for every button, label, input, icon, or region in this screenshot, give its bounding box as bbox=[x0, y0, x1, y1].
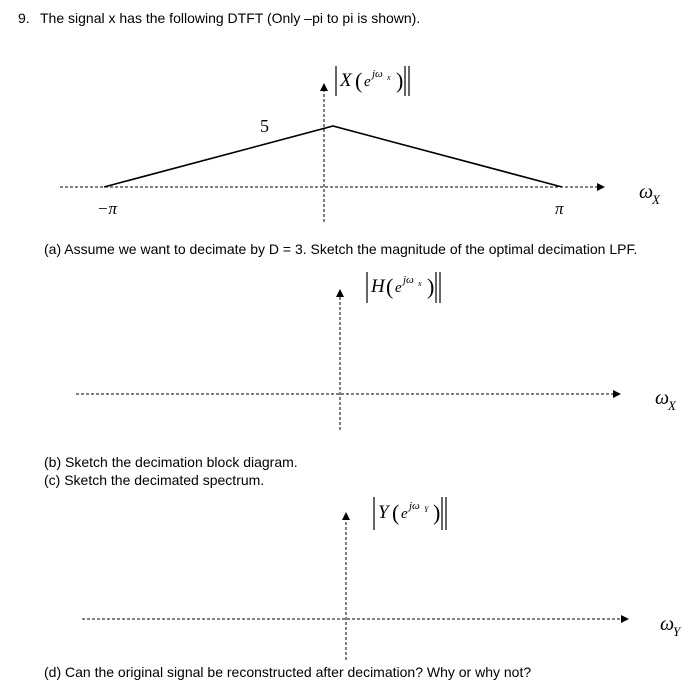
svg-text:(: ( bbox=[386, 274, 394, 299]
plot-x-peak-label: 5 bbox=[260, 116, 269, 136]
plot-y-xlabel-sub: Y bbox=[673, 624, 681, 639]
plot-h-xlabel-base: ω bbox=[655, 387, 670, 409]
plot-h-xlabel-sub: X bbox=[668, 398, 676, 413]
svg-text:): ) bbox=[427, 274, 435, 299]
plot-y-ylabel-func: Y bbox=[378, 502, 389, 523]
svg-text:e: e bbox=[401, 506, 408, 522]
plot-h-ylabel bbox=[367, 272, 440, 303]
problem-number: 9. bbox=[18, 10, 30, 26]
plot-h-ylabel-func: H bbox=[371, 276, 385, 297]
svg-text:(: ( bbox=[392, 500, 400, 525]
plot-h-ylabel-sub: x bbox=[418, 279, 422, 288]
plot-x-xlabel-sub: X bbox=[652, 192, 660, 207]
plot-y-xlabel bbox=[660, 613, 682, 639]
part-d-text: (d) Can the original signal be reconstructed after decimation? Why or why not? bbox=[44, 664, 532, 680]
plot-x-pos-pi-label: π bbox=[555, 199, 564, 218]
svg-text:(: ( bbox=[355, 68, 363, 93]
svg-text:jω: jω bbox=[372, 68, 383, 80]
svg-text:e: e bbox=[364, 74, 371, 90]
plot-y-xlabel-base: ω bbox=[660, 613, 675, 635]
svg-text:): ) bbox=[396, 68, 404, 93]
plot-x-neg-pi-label: −π bbox=[97, 199, 117, 218]
problem-intro: The signal x has the following DTFT (Only –pi to pi is shown). bbox=[40, 10, 421, 26]
plot-x-ylabel-sub: x bbox=[387, 73, 391, 82]
plot-x-ylabel-func: X bbox=[340, 70, 352, 91]
part-a-text: (a) Assume we want to decimate by D = 3. Sketch the magnitude of the optimal decimation LPF. bbox=[44, 241, 638, 257]
plot-h-xlabel bbox=[655, 387, 677, 413]
plot-y bbox=[82, 497, 682, 660]
svg-text:jω: jω bbox=[409, 500, 420, 512]
svg-text:): ) bbox=[433, 500, 441, 525]
svg-text:e: e bbox=[395, 280, 402, 296]
svg-text:jω: jω bbox=[403, 274, 414, 286]
plot-y-ylabel bbox=[374, 497, 446, 530]
plot-x-xlabel bbox=[639, 181, 661, 207]
plot-x-xlabel-base: ω bbox=[639, 181, 654, 203]
plot-x-ylabel bbox=[336, 66, 409, 96]
plot-h bbox=[76, 272, 677, 430]
part-c-text: (c) Sketch the decimated spectrum. bbox=[44, 472, 265, 488]
plot-x bbox=[60, 66, 661, 222]
plot-y-ylabel-sub: Y bbox=[424, 505, 429, 514]
plot-x-triangle-curve bbox=[104, 126, 562, 187]
part-b-text: (b) Sketch the decimation block diagram. bbox=[44, 454, 298, 470]
